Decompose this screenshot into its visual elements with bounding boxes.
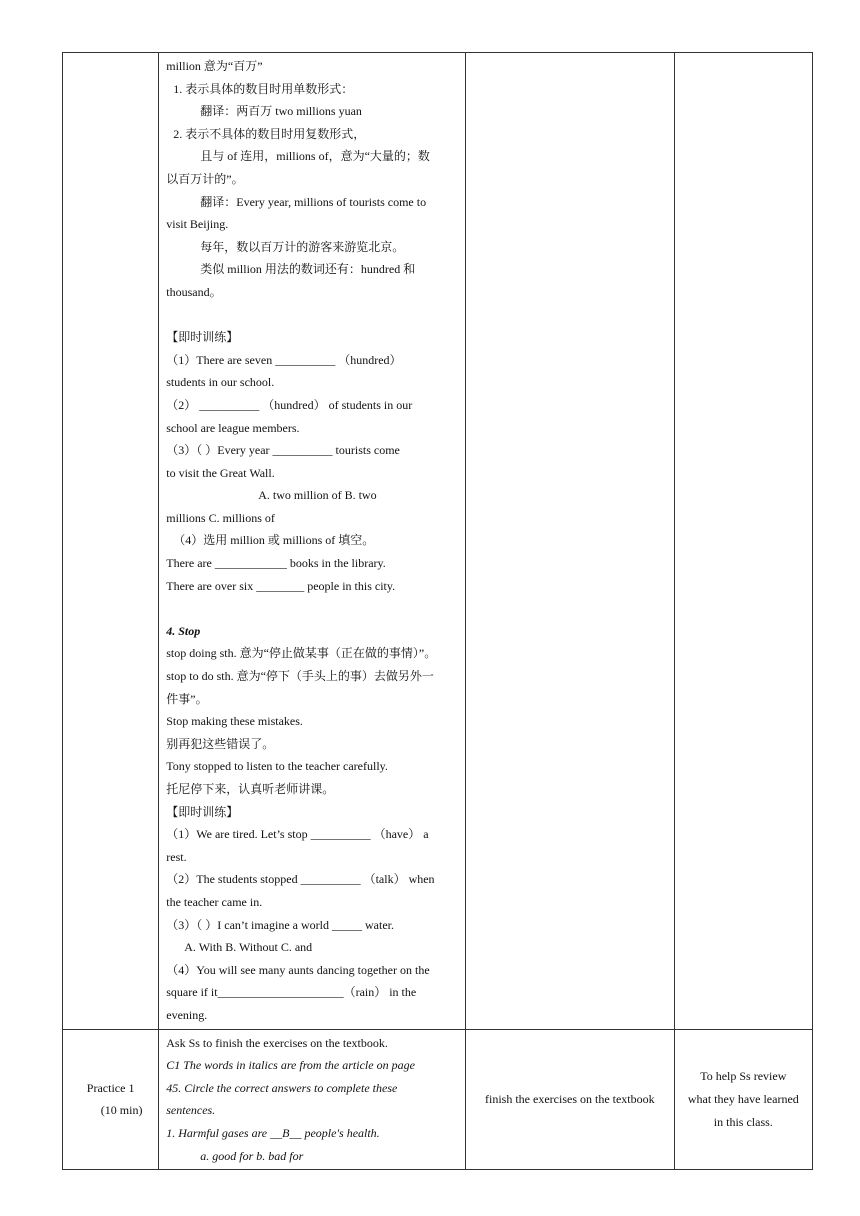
section-heading: 【即时训练】 bbox=[166, 330, 239, 345]
student-activity-text: finish the exercises on the textbook bbox=[485, 1092, 655, 1107]
option-line: A. two million of B. two bbox=[258, 488, 377, 503]
option-line: a. good for b. bad for bbox=[200, 1148, 304, 1163]
text-line: stop doing sth. 意为“停止做某事（正在做的事情）”。 bbox=[166, 646, 437, 661]
text-line: 以百万计的”。 bbox=[166, 171, 244, 186]
exercise-line: （1）We are tired. Let’s stop __________ （have） a bbox=[166, 827, 429, 842]
exercise-line: sentences. bbox=[166, 1103, 216, 1118]
purpose-cell bbox=[674, 53, 812, 1030]
purpose-line: in this class. bbox=[713, 1114, 773, 1129]
purpose-line: To help Ss review bbox=[700, 1069, 787, 1084]
exercise-line: （4）选用 million 或 millions of 填空。 bbox=[173, 533, 375, 548]
exercise-line: to visit the Great Wall. bbox=[166, 465, 275, 480]
text-line: Tony stopped to listen to the teacher carefully. bbox=[166, 759, 388, 774]
exercise-line: （3）（ ）I can’t imagine a world _____ water. bbox=[166, 917, 394, 932]
purpose-line: what they have learned bbox=[687, 1092, 799, 1107]
student-activity-cell bbox=[466, 53, 675, 1030]
text-line: 且与 of 连用，millions of，意为“大量的；数 bbox=[200, 149, 430, 164]
exercise-line: （4）You will see many aunts dancing together on the bbox=[166, 962, 430, 977]
exercise-line: square if it_____________________（rain） in the bbox=[166, 985, 417, 1000]
text-line: 翻译：两百万 two millions yuan bbox=[200, 104, 362, 119]
teacher-activity-cell bbox=[159, 1029, 466, 1170]
exercise-line: school are league members. bbox=[166, 420, 300, 435]
blank-line bbox=[166, 597, 459, 620]
lesson-plan-table bbox=[62, 52, 813, 1170]
teacher-activity-cell bbox=[159, 53, 466, 1030]
text-line: visit Beijing. bbox=[166, 217, 229, 232]
exercise-line: rest. bbox=[166, 849, 187, 864]
text-line: thousand。 bbox=[166, 284, 222, 299]
exercise-line: the teacher came in. bbox=[166, 894, 263, 909]
option-line: A. With B. Without C. and bbox=[184, 940, 313, 955]
stage-cell bbox=[63, 1029, 159, 1170]
exercise-line: （2）The students stopped __________ （talk） when bbox=[166, 872, 435, 887]
table-row bbox=[63, 1029, 813, 1170]
option-line: millions C. millions of bbox=[166, 510, 275, 525]
text-line: Ask Ss to finish the exercises on the textbook. bbox=[166, 1035, 388, 1050]
table-row bbox=[63, 53, 813, 1030]
section-heading: 【即时训练】 bbox=[166, 804, 239, 819]
exercise-line: （2） __________ （hundred） of students in our bbox=[166, 397, 413, 412]
stage-label: Practice 1 bbox=[86, 1080, 135, 1095]
exercise-line: evening. bbox=[166, 1007, 208, 1022]
text-line: 件事”。 bbox=[166, 691, 208, 706]
text-line: stop to do sth. 意为“停下（手头上的事）去做另外一 bbox=[166, 669, 434, 684]
exercise-line: C1 The words in italics are from the article on page bbox=[166, 1058, 415, 1073]
exercise-line: 1. Harmful gases are __B__ people's health. bbox=[166, 1125, 380, 1140]
text-line: million 意为“百万” bbox=[166, 59, 263, 73]
stage-time: (10 min) bbox=[100, 1103, 143, 1118]
exercise-line: （3）（ ）Every year __________ tourists come bbox=[166, 443, 400, 458]
exercise-line: There are ____________ books in the library. bbox=[166, 556, 386, 571]
exercise-line: （1）There are seven __________ （hundred） bbox=[166, 352, 402, 367]
section-heading: 4. Stop bbox=[166, 623, 201, 638]
text-line: 1. 表示具体的数目时用单数形式： bbox=[173, 81, 354, 96]
student-activity-cell bbox=[466, 1029, 675, 1170]
stage-cell bbox=[63, 53, 159, 1030]
exercise-line: students in our school. bbox=[166, 375, 275, 390]
text-line: 别再犯这些错误了。 bbox=[166, 736, 275, 751]
text-line: 托尼停下来，认真听老师讲课。 bbox=[166, 782, 335, 796]
text-line: 每年，数以百万计的游客来游览北京。 bbox=[200, 239, 405, 254]
blank-line bbox=[166, 304, 459, 327]
text-line: Stop making these mistakes. bbox=[166, 714, 303, 729]
exercise-line: 45. Circle the correct answers to complete these bbox=[166, 1080, 398, 1095]
text-line: 翻译：Every year, millions of tourists come to bbox=[200, 194, 427, 209]
purpose-cell bbox=[674, 1029, 812, 1170]
text-line: 2. 表示不具体的数目时用复数形式， bbox=[173, 126, 366, 141]
exercise-line: There are over six ________ people in this city. bbox=[166, 578, 396, 593]
text-line: 类似 million 用法的数词还有：hundred 和 bbox=[200, 262, 416, 277]
